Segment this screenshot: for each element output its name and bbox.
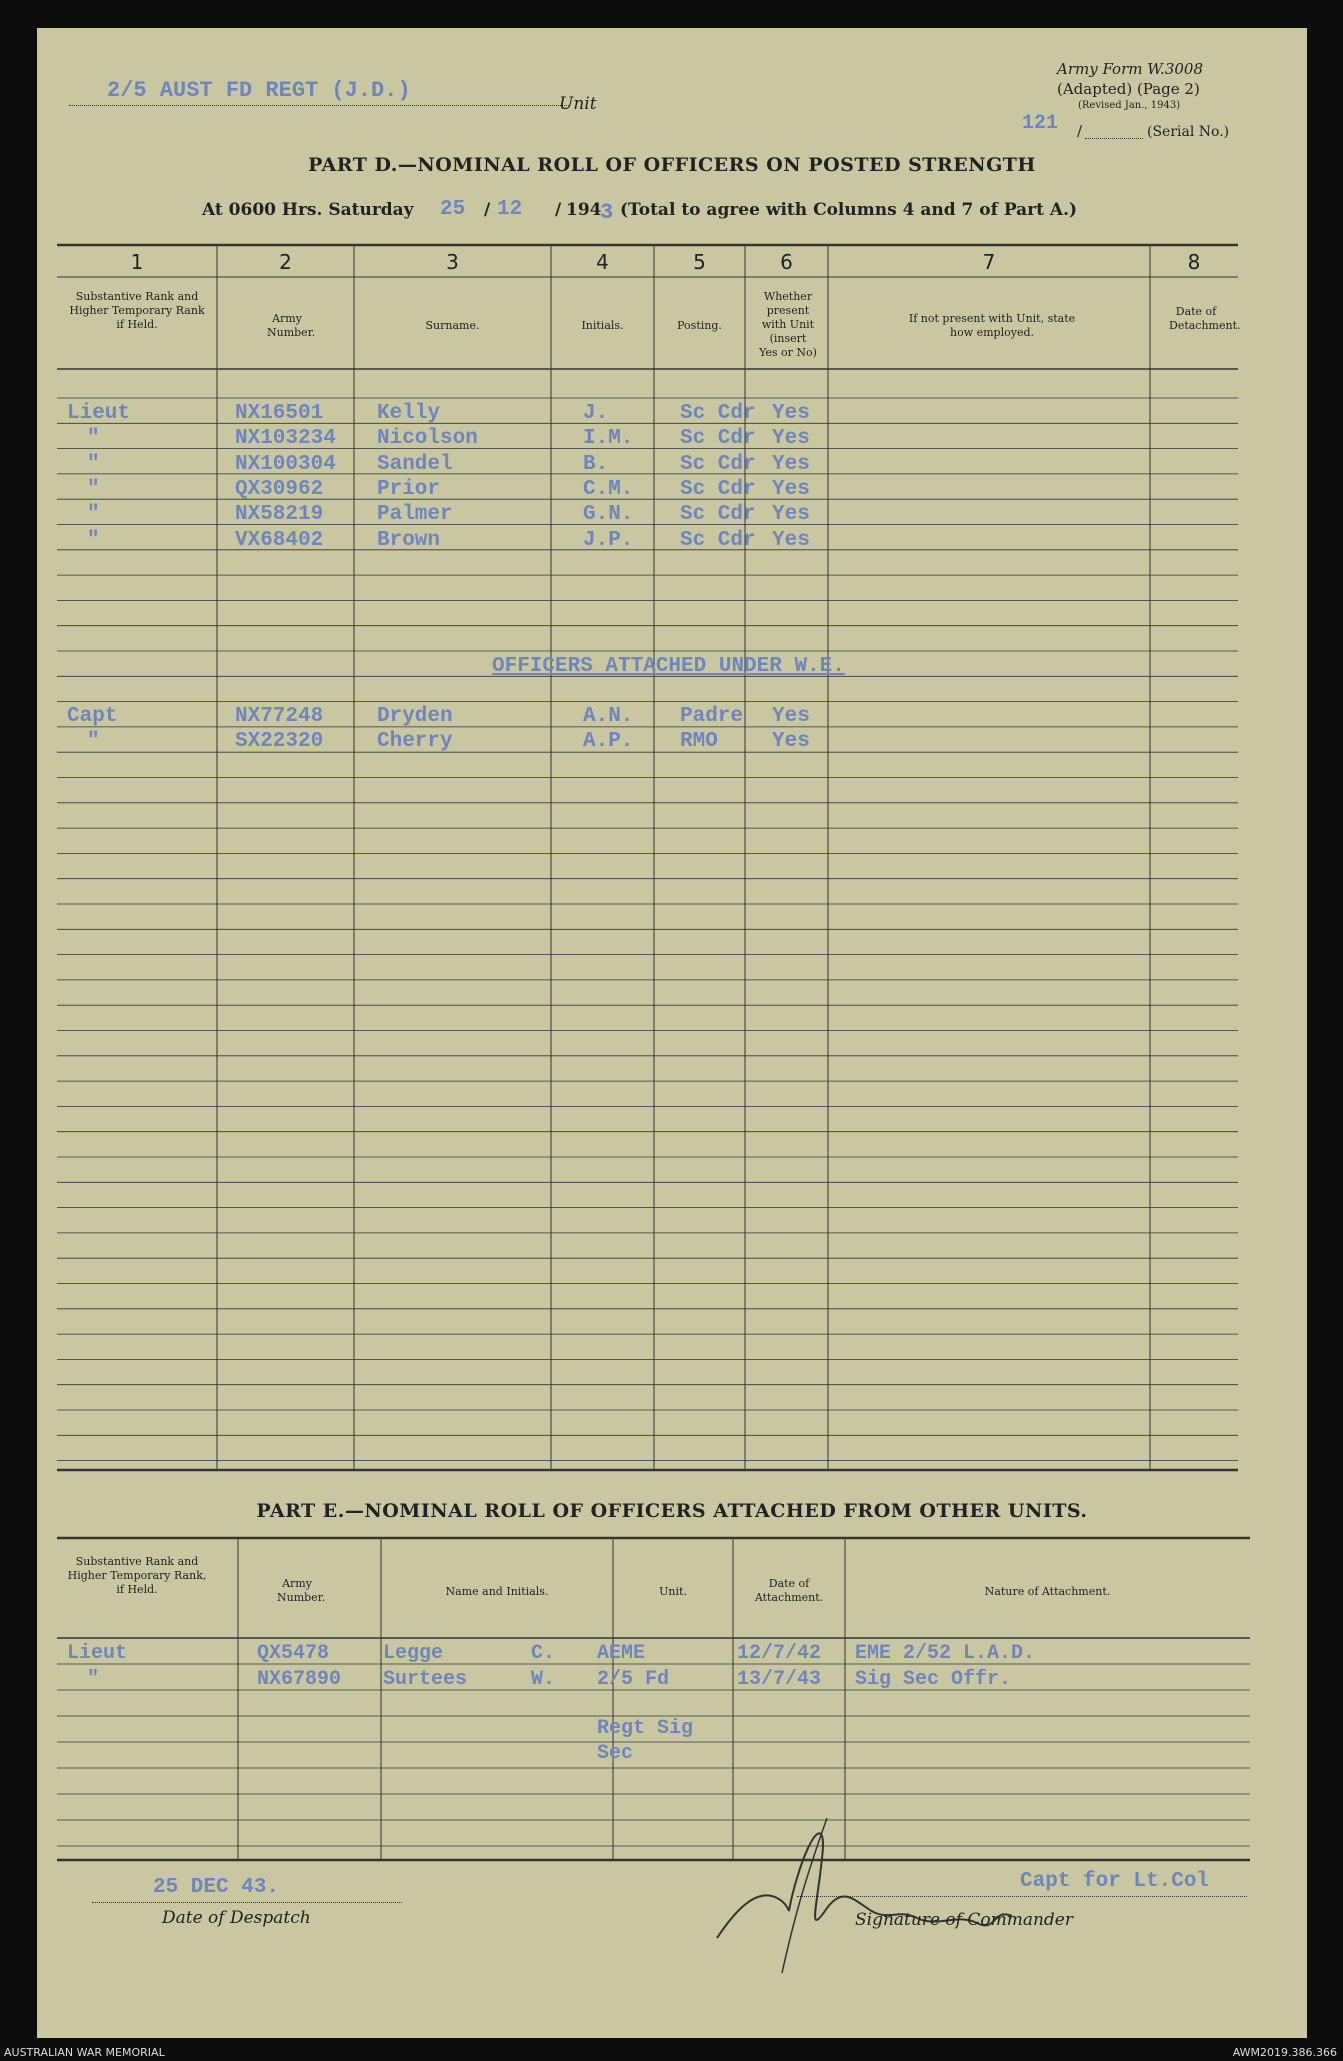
posted-officer-posting: Sc Cdr xyxy=(680,477,756,501)
col-header-detachment-date: Date of Detachment. xyxy=(1169,305,1241,332)
date-slash-2: / xyxy=(555,200,562,220)
posted-officer-initials: I.M. xyxy=(583,427,634,451)
attached-officer-number: NX77248 xyxy=(235,705,324,728)
posted-officer-initials: J.P. xyxy=(583,528,634,552)
at-prefix: At 0600 Hrs. Saturday xyxy=(202,200,414,220)
date-day: 25 xyxy=(440,198,466,221)
posted-officer-rank: " xyxy=(87,477,100,501)
date-year-digit: 3 xyxy=(600,200,614,225)
attached-officer-surname: Dryden xyxy=(377,705,453,728)
date-slash-1: / xyxy=(484,200,491,220)
other-unit-officer-initial: W. xyxy=(531,1668,556,1691)
posted-officer-present: Yes xyxy=(772,427,810,451)
posted-officer-rank: " xyxy=(87,503,100,527)
unit-dotted-line xyxy=(69,105,569,106)
unit-label: Unit xyxy=(559,94,597,114)
attached-heading: OFFICERS ATTACHED UNDER W.E. xyxy=(492,655,845,678)
commander-dotted-line xyxy=(797,1896,1247,1897)
form-adapted: (Adapted) (Page 2) xyxy=(1057,80,1200,98)
posted-officer-posting: Sc Cdr xyxy=(680,528,756,552)
posted-officer-rank: " xyxy=(87,528,100,552)
col-header-posting: Posting. xyxy=(677,319,722,332)
posted-officer-present: Yes xyxy=(772,402,810,425)
posted-officer-number: NX103234 xyxy=(235,427,336,451)
despatch-dotted-line xyxy=(92,1902,402,1903)
other-unit-officer-unit: 2/5 Fd xyxy=(597,1668,670,1691)
col-number-7: 7 xyxy=(982,250,996,274)
posted-officer-initials: C.M. xyxy=(583,477,634,501)
posted-officer-number: NX16501 xyxy=(235,402,324,425)
posted-officer-present: Yes xyxy=(772,528,810,552)
credit-right: AWM2019.386.366 xyxy=(1232,2046,1337,2059)
other-unit-officer-name: Legge xyxy=(383,1642,444,1665)
col-header-rank: Substantive Rank and Higher Temporary Rank if Held. xyxy=(69,290,205,331)
despatch-label: Date of Despatch xyxy=(162,1908,311,1928)
attached-officer-number: SX22320 xyxy=(235,730,324,754)
attached-officer-rank: Capt xyxy=(67,705,118,728)
col-header-initials: Initials. xyxy=(581,319,624,332)
commander-label: Signature of Commander xyxy=(855,1910,1073,1930)
attached-officer-posting: Padre xyxy=(680,705,744,728)
posted-officer-surname: Sandel xyxy=(377,452,453,476)
posted-officer-posting: Sc Cdr xyxy=(680,452,756,476)
form-revised: (Revised Jan., 1943) xyxy=(1078,100,1181,111)
col-number-6: 6 xyxy=(780,250,793,274)
posted-officer-surname: Nicolson xyxy=(377,427,478,451)
part-e-header-name: Name and Initials. xyxy=(445,1585,549,1598)
attached-officer-surname: Cherry xyxy=(377,730,453,754)
posted-officer-posting: Sc Cdr xyxy=(680,402,756,425)
despatch-date: 25 DEC 43. xyxy=(153,1876,280,1899)
part-d-title: PART D.—NOMINAL ROLL OF OFFICERS ON POSTED STRENGTH xyxy=(308,154,1036,176)
other-unit-officer-unit: AEME xyxy=(597,1642,646,1665)
part-e-header-rank: Substantive Rank and Higher Temporary Rank, if Held. xyxy=(67,1555,207,1596)
part-e-unit-cont-1: Regt Sig xyxy=(597,1717,694,1740)
posted-officer-posting: Sc Cdr xyxy=(680,427,756,451)
col-header-how-employed: If not present with Unit, state how employed. xyxy=(908,312,1076,339)
posted-officer-rank: Lieut xyxy=(67,402,131,425)
serial-label: (Serial No.) xyxy=(1147,124,1230,140)
date-month: 12 xyxy=(497,198,523,221)
part-e-unit-cont-2: Sec xyxy=(597,1742,634,1765)
posted-officer-initials: J. xyxy=(583,402,609,425)
form-name: Army Form W.3008 xyxy=(1057,60,1203,78)
posted-officer-rank: " xyxy=(87,452,100,476)
col-number-1: 1 xyxy=(130,250,144,274)
posted-officer-surname: Palmer xyxy=(377,503,453,527)
posted-officer-surname: Prior xyxy=(377,477,441,501)
col-header-present: Whether present with Unit (insert Yes or No) xyxy=(759,290,817,359)
col-number-3: 3 xyxy=(446,250,459,274)
posted-officer-number: VX68402 xyxy=(235,528,324,552)
other-unit-officer-date: 13/7/43 xyxy=(737,1668,822,1691)
col-number-5: 5 xyxy=(693,250,706,274)
attached-officer-initials: A.N. xyxy=(583,705,634,728)
serial-slash: / xyxy=(1077,122,1083,140)
attached-officer-rank: " xyxy=(87,730,100,754)
posted-officer-surname: Brown xyxy=(377,528,441,552)
other-unit-officer-rank: " xyxy=(87,1668,100,1691)
posted-officer-initials: G.N. xyxy=(583,503,634,527)
posted-officer-number: QX30962 xyxy=(235,477,324,501)
serial-typed: 121 xyxy=(1022,112,1059,135)
attached-officer-present: Yes xyxy=(772,730,810,754)
posted-officer-present: Yes xyxy=(772,452,810,476)
posted-officer-number: NX100304 xyxy=(235,452,336,476)
attached-officer-initials: A.P. xyxy=(583,730,634,754)
col-number-4: 4 xyxy=(596,250,609,274)
commander-typed: Capt for Lt.Col xyxy=(1020,1870,1210,1893)
credit-left: AUSTRALIAN WAR MEMORIAL xyxy=(4,2046,165,2059)
form-paper xyxy=(37,28,1307,2038)
attached-officer-posting: RMO xyxy=(680,730,718,754)
unit-typed: 2/5 AUST FD REGT (J.D.) xyxy=(107,78,411,103)
date-year-prefix: 194 xyxy=(566,200,602,220)
posted-officer-present: Yes xyxy=(772,503,810,527)
posted-officer-initials: B. xyxy=(583,452,609,476)
attached-officer-present: Yes xyxy=(772,705,810,728)
col-header-surname: Surname. xyxy=(425,319,480,332)
other-unit-officer-number: NX67890 xyxy=(257,1668,342,1691)
other-unit-officer-date: 12/7/42 xyxy=(737,1642,822,1665)
part-e-header-army-number: Army Number. xyxy=(277,1577,326,1604)
posted-officer-present: Yes xyxy=(772,477,810,501)
other-unit-officer-number: QX5478 xyxy=(257,1642,330,1665)
part-e-title: PART E.—NOMINAL ROLL OF OFFICERS ATTACHED FROM OTHER UNITS. xyxy=(256,1500,1088,1522)
other-unit-officer-name: Surtees xyxy=(383,1668,468,1691)
part-e-header-unit: Unit. xyxy=(659,1585,687,1598)
posted-officer-rank: " xyxy=(87,427,100,451)
other-unit-officer-rank: Lieut xyxy=(67,1642,128,1665)
other-unit-officer-nature: EME 2/52 L.A.D. xyxy=(855,1642,1036,1665)
serial-dotted-line xyxy=(1085,138,1143,139)
col-number-8: 8 xyxy=(1187,250,1201,274)
posted-officer-surname: Kelly xyxy=(377,402,441,425)
other-unit-officer-nature: Sig Sec Offr. xyxy=(855,1668,1012,1691)
posted-officer-number: NX58219 xyxy=(235,503,324,527)
part-e-header-nature: Nature of Attachment. xyxy=(984,1585,1111,1598)
total-note: (Total to agree with Columns 4 and 7 of Part A.) xyxy=(620,200,1078,220)
col-header-army-number: Army Number. xyxy=(267,312,316,339)
other-unit-officer-initial: C. xyxy=(531,1642,556,1665)
posted-officer-posting: Sc Cdr xyxy=(680,503,756,527)
col-number-2: 2 xyxy=(279,250,292,274)
part-e-header-date: Date of Attachment. xyxy=(754,1577,824,1604)
